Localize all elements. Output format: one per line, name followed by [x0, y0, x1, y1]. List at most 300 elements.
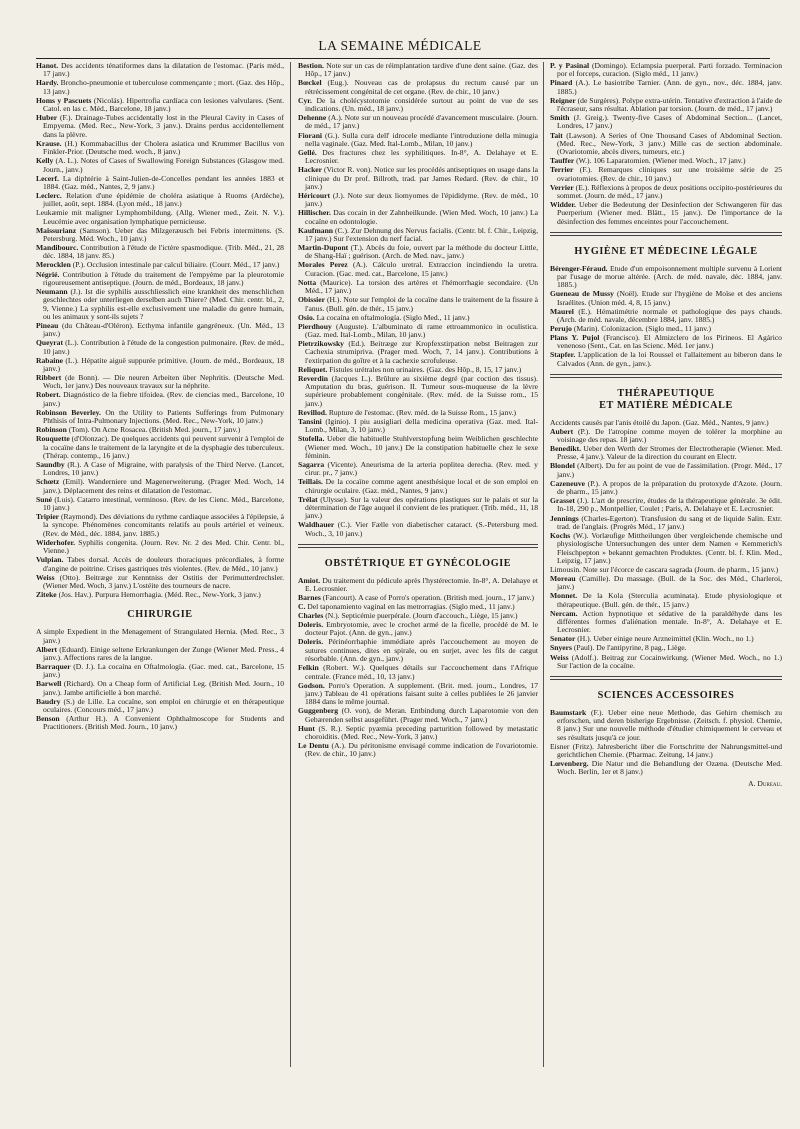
- author-name: Maurel: [550, 306, 574, 316]
- section-title: OBSTÉTRIQUE ET GYNÉCOLOGIE: [324, 557, 512, 569]
- reference-text: Fistules urétrales non urinaires. (Gaz. des Hôp., 8, 15, 17 janv.): [329, 364, 522, 374]
- reference-text: Des fractures chez les syphilitiques. In-8°, A. Delahaye et E. Lecrosnier.: [305, 147, 538, 166]
- reference-text: (Raymond). Des déviations du rythme cardiaque associées à l'épilepsie, à la syncope. Phénomènes concomitants relatifs au pouls artériel et veineux. (Rev. de Méd., déc. 1884, janv. 1885.): [43, 512, 284, 538]
- reference-text: (de Bonn). — Die neuren Arbeiten über Nephritis. (Deutsche Med. Woch, 1er janv.) Des nouveaux travaux sur la néphrite.: [43, 373, 284, 391]
- author-name: Sagarra: [298, 459, 325, 469]
- reference-text: (J. Greig.). Twenty-five Cases of Abdominal Section... (Lancet, Londres, 17 janv.): [557, 113, 782, 131]
- author-name: Maissurianz: [36, 225, 77, 235]
- reference-text: (Samson). Ueber das Milzgeræusch bei Febris intermittens. (S. Petersburg. Méd. Woch., 10 janv.): [43, 225, 284, 244]
- reference-text: Périnéorrhaphie immédiate après l'accouchement au moyen de sutures continues, dites en spirale, ou en surjet, avec les fils de catgut résorbable. (Ann. de gyn., janv.): [305, 637, 538, 664]
- author-name: Jennings: [550, 513, 579, 523]
- author-name: Mandibourc.: [36, 243, 79, 253]
- author-name: Dehenne: [298, 113, 327, 123]
- reference-text: (S. R.). Septic pyæmia preceding parturition followed by metastatic choroiditis. (Med. Rec., New-York, 3 janv.): [305, 723, 538, 741]
- author-name: Ribbert: [36, 373, 62, 383]
- reference-entry: [550, 654, 782, 671]
- reference-text: (Camille). Du massage. (Bull. de la Soc. des Méd., Charleroi, janv.): [557, 573, 782, 592]
- reference-entry: [550, 132, 782, 157]
- reference-text: (de Surgères). Polype extra-utérin. Tentative d'extraction à l'aide de l'écraseur, sans résultat. Ablation par torsion. (Journ. de méd., 17 janv.): [557, 95, 782, 114]
- reference-entry: [36, 461, 284, 478]
- section-rule: [550, 679, 782, 680]
- author-name: Schœtz: [36, 477, 60, 487]
- author-name: Charles: [298, 611, 324, 621]
- column-divider: [290, 62, 291, 1067]
- reference-entry: [36, 209, 284, 226]
- author-name: Lœvenberg.: [550, 759, 589, 769]
- author-name: Perujo: [550, 324, 572, 333]
- reference-entry: [36, 140, 284, 157]
- reference-text: (Luis). Catarro intestinal, verminoso. (Rev. de les Cienc. Méd., Barcelone, 10 janv.): [43, 494, 284, 513]
- author-name: Pierdhouy: [298, 321, 332, 331]
- reference-entry: [550, 575, 782, 592]
- author-name: Osio.: [298, 312, 315, 322]
- reference-entry: [550, 532, 782, 565]
- author-name: Obissier: [298, 295, 326, 305]
- reference-entry: [36, 715, 284, 732]
- reference-text: (A. L.). Notes of Cases of Swallowing Foreign Substances (Glasgow med. Journ., janv.): [43, 156, 284, 174]
- reference-entry: [298, 638, 538, 663]
- author-name: Pietrzikowsky: [298, 339, 344, 348]
- reference-text: La diphtérie à Saint-Julien-de-Concelles pendant les années 1883 et 1884. (Gaz. méd., Nantes, 2, 9 janv.): [43, 173, 284, 191]
- reference-text: Eisner (Fritz). Jahresbericht über die Fortschritte der Nahrungsmittel-und gerichtlichen Chemie. (Pharmac. Zeitung, 14 janv.): [550, 741, 782, 760]
- reference-text: (W.). 106 Laparatomien. (Wiener med. Woch., 17 janv.): [576, 156, 746, 166]
- author-name: Nercam.: [550, 608, 578, 618]
- author-name: Rouquette: [36, 434, 70, 444]
- reference-entry: [36, 288, 284, 321]
- reference-entry: [298, 244, 538, 261]
- reference-text: Ueber die habituelle Stuhlverstopfung beim Weiblichen geschlechte (Wiener med. Woch., 10 janv.) De la constipation habituelle chez le sexe féminin.: [305, 434, 538, 460]
- reference-text: (Robert. W.). Quelques détails sur l'accouchement dans l'Afrique centrale. (France méd., 10, 13 janv.): [305, 663, 538, 681]
- reference-entry: [36, 698, 284, 715]
- reference-text: (Lawson). A Series of One Thousand Cases of Abdominal Section. (Med. Rec., New-York, 3 janv.) Mille cas de section abdominale. (Ovariotomie, abcès divers, tumeurs, etc.): [557, 130, 782, 157]
- reference-text: (O. von), de Meran. Entbindung durch Laparotomie von den Gebærenden selbst ausgeführt. (Prager med. Woch., 7 janv.): [305, 706, 538, 724]
- reference-text: (Fancourt). A case of Porro's operation. (British med. journ., 17 janv.): [322, 592, 535, 602]
- author-name: Doleris.: [298, 620, 324, 630]
- reference-entry: [36, 496, 284, 513]
- reference-entry: [298, 279, 538, 296]
- reference-entry: [298, 664, 538, 681]
- reference-text: On the Utility to Patients Sufferings from Pulmonary Phthisis of Intra-Pulmonary Injections. (Med. Rec., New-York, 10 janv.): [43, 407, 284, 426]
- reference-text: (Eug.). Nouveau cas de prolapsus du rectum causé par un rétrécissement congénital de cet organe. (Rev. de chir., 10 janv.): [305, 78, 538, 96]
- reference-text: (H.). Note sur l'emploi de la cocaïne dans le traitement de la fissure à l'anus. (Bull. gén. de thér., 15 janv.): [305, 295, 538, 313]
- author-name: Widerhofer.: [36, 537, 76, 547]
- author-name: Aubert: [550, 426, 574, 436]
- reference-entry: [36, 244, 284, 261]
- reference-entry: [550, 428, 782, 445]
- reference-entry: [550, 290, 782, 307]
- reference-text: (Vicente). Aneurisma de la arteria poplitea derecha. (Rev. med. y cirur. pr., 7 janv.): [305, 459, 538, 478]
- reference-text: (T.). Abcès du foie, ouvert par la méthode du docteur Little, de Shang-Haï ; guérison. (Arch. de Med. nav., janv.): [305, 243, 538, 261]
- author-name: Gueneau de Mussy: [550, 289, 614, 299]
- reference-text: (Jos. Hav.). Purpura Hemorrhagia. (Méd. Rec., New-York, 3 janv.): [58, 589, 261, 599]
- author-name: Verrier: [550, 182, 574, 192]
- reference-entry: [550, 743, 782, 760]
- reference-entry: [550, 62, 782, 79]
- reference-text: (N.). Septicémie puerpérale. (Journ d'accouch., Liège, 15 janv.): [325, 611, 518, 621]
- reference-entry: [550, 351, 782, 368]
- reference-entry: [298, 478, 538, 495]
- reference-text: (S.) de Lille. La cocaïne, son emploi en chirurgie et en thérapeutique oculaires. (Concours méd., 17 janv.): [43, 696, 284, 715]
- author-name: Ziteke: [36, 589, 57, 599]
- author-name: Héricourt: [298, 190, 331, 200]
- reference-text: Leukæmie mit maligner Lymphombildung. (Allg. Wiener med., Zeit. N. V.). Leucémie avec organisation lymphatique pernicieuse.: [36, 208, 284, 226]
- reference-entry: [298, 261, 538, 278]
- section-rule: [550, 235, 782, 236]
- author-name: Baudry: [36, 696, 61, 706]
- reference-entry: [36, 513, 284, 538]
- reference-text: (F.). Remarques cliniques sur une troisième série de 25 ovariotomies. (Rev. de chir., 10 janv.): [557, 165, 782, 183]
- reference-text: (A.). Du péritonisme envisagé comme indication de l'ovariotomie. (Rev. de chir., 10 janv.): [305, 741, 538, 759]
- reference-text: Accidents causés par l'anis étoilé du Japon. (Gaz. Méd., Nantes, 9 janv.): [550, 417, 769, 427]
- reference-entry: [36, 478, 284, 495]
- author-name: Robinson: [36, 425, 67, 435]
- author-name: Tauffer: [550, 156, 575, 166]
- reference-entry: [36, 680, 284, 697]
- reference-text: Diagnóstico de la fiebre tifoidea. (Rev. de ciencias med., Barcelone, 10 janv.): [43, 390, 284, 408]
- reference-entry: [550, 515, 782, 532]
- reference-entry: [298, 323, 538, 340]
- reference-text: (A.). Le basiotribe Tarnier. (Ann. de gyn., nov., déc. 1884, janv. 1885.): [557, 78, 782, 96]
- author-name: Robert.: [36, 390, 61, 400]
- author-name: Neumann: [36, 286, 68, 296]
- reference-entry: [550, 334, 782, 351]
- author-name: Smith: [550, 113, 570, 123]
- author-name: Le Dentu: [298, 741, 329, 750]
- column-2: [298, 62, 538, 1067]
- reference-entry: [298, 435, 538, 460]
- author-name: Pinard: [550, 78, 573, 88]
- author-name: Fiorani: [298, 130, 323, 140]
- reference-entry: [298, 192, 538, 209]
- reference-entry: [550, 79, 782, 96]
- author-name: Weiss: [36, 572, 55, 582]
- reference-text: (Emil). Wanderniere und Magenerweiterung. (Prager Med. Woch, 14 janv.). Déplacement des reins et dilatation de l'estomac.: [43, 477, 284, 495]
- reference-text: Ueber den Werth der Stromes der Electrotherapie (Wiener. Med. Presse, 4 janv.). Valeur de la direction du courant en Electr.: [557, 444, 782, 462]
- reference-text: Broncho-pneumonie et tuberculose commençante ; mort. (Gaz. des Hôp., 13 janv.): [43, 78, 284, 96]
- reference-entry: [36, 539, 284, 556]
- author-name: Stapfer.: [550, 350, 576, 360]
- author-name: Waldhauer: [298, 520, 335, 530]
- reference-entry: [298, 149, 538, 166]
- reference-entry: [36, 556, 284, 573]
- author-name: Leclerc.: [36, 190, 62, 200]
- author-name: Cyr.: [298, 95, 312, 105]
- reference-text: Note sur un cas de réimplantation tardive d'une dent saine. (Gaz. des Hôp., 17 janv.): [305, 62, 538, 79]
- reference-entry: [298, 418, 538, 435]
- reference-text: (Tom). On Acne Rosacea. (British Med. journ., 17 janv.): [68, 425, 241, 435]
- reference-entry: [36, 175, 284, 192]
- reference-entry: [298, 707, 538, 724]
- section-title: CHIRURGIE: [127, 609, 193, 621]
- section-title: HYGIÈNE ET MÉDECINE LÉGALE: [574, 245, 758, 257]
- reference-text: (Richard). On a Cheap form of Artificial Leg. (British Med. Journ., 10 janv.). Jambe artificielle à bon marché.: [43, 679, 284, 697]
- reference-text: (Domingo). Eclampsia puerperal. Parti forzado. Terminacion por el forceps, curacion. (Siglo méd., 11 janv.): [557, 62, 782, 79]
- author-name: Hillischer.: [298, 208, 331, 218]
- section-rule: [550, 377, 782, 378]
- reference-text: (Eduard). Einige seltene Erkrankungen der Zunge (Wiener Med. Press., 4 janv.). Affections rares de la langue.: [43, 644, 284, 662]
- author-name: Felkin: [298, 663, 319, 673]
- reference-text: De la cocaïne comme agent anesthésique local et de son emploi en chirurgie oculaire. (Gaz. méd., Nantes, 9 janv.): [305, 477, 538, 495]
- reference-text: (W.). Vorlæufige Mittheilungen über vergleichende chemische und physiologische Untersuchungen des unter dem Namen « Kemmerich's Fleischpepton » bekannt gemachten Produktes. (Centr. bl. f. Klin. Med., Leipzig, 17 janv.): [557, 530, 782, 565]
- reference-text: (C.). Zur Dehnung des Nervus facialis. (Centr. bl. f. Chir., Leipzig, 17 janv.) Sur l'extension du nerf facial.: [305, 225, 538, 244]
- reference-entry: [550, 760, 782, 777]
- reference-entry: [298, 79, 538, 96]
- reference-entry: [36, 409, 284, 426]
- reference-entry: [36, 646, 284, 663]
- author-name: Doleris.: [298, 637, 324, 647]
- reference-text: (Otto). Beitræge zur Kenntniss der Ostitis der Perimutterdrechsler. (Wiener Med. Woch, 3 janv.) L'ostéite des tourneurs de nacre.: [43, 572, 284, 590]
- author-name: Snyers: [550, 643, 572, 653]
- author-name: Widder.: [550, 200, 576, 209]
- section-title: SCIENCES ACCESSOIRES: [597, 689, 735, 701]
- reference-text: De la Kola (Sterculia acuminata). Etude physiologique et thérapeutique. (Bull. gén. de thér., 15 janv.): [557, 591, 782, 609]
- author-name: Reigner: [550, 95, 576, 105]
- reference-text: (E.). Hématimétrie normale et pathologique des pays chauds. (Arch. de méd. navale, décembre 1884, janv. 1885.): [557, 306, 782, 324]
- reference-entry: [550, 97, 782, 114]
- section-rule: [298, 547, 538, 548]
- reference-text: Contribution à l'étude de l'ictère spasmodique. (Trib. Méd., 21, 28 déc. 1884, 18 janv. 85.): [43, 243, 284, 261]
- reference-text: (Albert). Du fer au point de vue de l'assimilation. (Progr. Méd., 17 janv.): [557, 461, 782, 479]
- author-name: Hacker: [298, 165, 323, 175]
- reference-entry: [550, 445, 782, 462]
- author-name: Grasset: [550, 496, 575, 506]
- reference-text: (Nicolás). Hipertrofia cardíaca con lesiones valvulares. (Sent. Catol. en las c. Méd., Barcelone, 18 janv.): [43, 95, 284, 114]
- author-name: Kaufmann: [298, 225, 334, 235]
- reference-entry: [550, 497, 782, 514]
- reference-text: (F.). Ueber eine neue Methode, das Gehirn chemisch zu erforschen, und deren bisherige Ergebnisse. (Zeitsch. f. physiol. Chemie, 8 janv.) Sur une nouvelle méthode d'étudier chimiquement le cerveau et ses résultats jusqu'à ce jour.: [557, 707, 782, 742]
- author-name: Blondel: [550, 461, 575, 471]
- author-name: Hunt: [298, 723, 315, 733]
- reference-entry: [36, 271, 284, 288]
- reference-text: Action hypnotique et sédative de la paraldéhyde dans les différentes formes d'aliénation mentale. In-8°, A. Delahaye et E. Lecrosnier.: [557, 608, 782, 635]
- author-name: Morales Perez: [298, 260, 348, 270]
- reference-text: La cocaína en oftalmología. (Siglo Med., 11 janv.): [316, 312, 470, 322]
- author-name: Albert: [36, 644, 58, 654]
- reference-entry: [298, 227, 538, 244]
- section-rule: [550, 374, 782, 375]
- reference-text: (D. J.). La cocaína en Oftalmología. (Gac. med. cat., Barcelone, 15 janv.): [43, 662, 284, 680]
- reference-entry: [36, 97, 284, 114]
- reference-entry: [550, 610, 782, 635]
- reference-entry: [298, 132, 538, 149]
- reference-text: (A.). Cálculo uretral. Extraccion incindiendo la uretra. Curacion. (Gac. med. cat., Barcelone, 15 janv.): [305, 260, 538, 278]
- reference-entry: [36, 114, 284, 139]
- reference-entry: [298, 97, 538, 114]
- reference-entry: [298, 521, 538, 538]
- reference-text: Tabes dorsal. Accès de douleurs thoraciques précordiales, à forme d'angine de poitrine. Crises gastriques très violentes. (Rev. de Méd., 10 janv.): [43, 555, 284, 573]
- reference-entry: [298, 682, 538, 707]
- reference-text: Embryotomie, avec le crochet armé de la ficelle, procédé de M. le docteur Pajot. (Ann. de gyn., janv.): [305, 620, 538, 638]
- author-name: Stofella.: [298, 434, 325, 444]
- reference-entry: [298, 114, 538, 131]
- author-name: Hanot.: [36, 62, 59, 70]
- reference-entry: [298, 296, 538, 313]
- section-rule: [550, 232, 782, 233]
- author-name: Trélat: [298, 494, 318, 504]
- reference-entry: [550, 592, 782, 609]
- author-name: Benson: [36, 714, 60, 724]
- reference-entry: [298, 461, 538, 478]
- reference-entry: [36, 79, 284, 96]
- reference-entry: [298, 166, 538, 191]
- reference-text: (Iginio). I piu ausigliari della medicina operativa (Gaz. med. Ital-Lomb., Milan, 3, 10 janv.): [305, 416, 538, 435]
- reference-entry: [36, 339, 284, 356]
- reference-entry: [550, 462, 782, 479]
- author-name: Notta: [298, 277, 317, 287]
- author-name: Tripier: [36, 512, 60, 522]
- reference-entry: [36, 357, 284, 374]
- reference-text: (Maurice). La torsion des artères et l'hémorrhagie secondaire. (Un Méd., 17 janv.): [305, 277, 538, 296]
- reference-text: (Marin). Colonizacion. (Siglo med., 11 janv.): [573, 324, 711, 333]
- reference-text: (Francisco). El Almizclero de los Pirineos. El Agárico venenoso (Sent., Cat. en las Scienc. Méd. 1er janv.): [557, 333, 782, 351]
- reference-entry: [36, 574, 284, 591]
- reference-text: (P.). Occlusion intestinale par calcul biliaire. (Courr. Méd., 17 janv.): [72, 260, 280, 270]
- author-name: Reliquet.: [298, 364, 328, 374]
- reference-entry: [36, 374, 284, 391]
- author-name: C.: [298, 602, 306, 611]
- author-name: Benedikt.: [550, 444, 582, 453]
- reference-text: Das cocain in der Zahnheilkunde. (Wien Med. Woch, 10 janv.) La cocaïne en odontologie.: [305, 208, 538, 226]
- reference-text: (C.). Vier Fælle von diabetischer cataract. (S.-Petersburg med. Woch., 3, 10 janv.): [305, 520, 538, 538]
- reference-entry: [36, 227, 284, 244]
- reference-text: L'application de la loi Roussel et l'allaitement au biberon dans le Calvados (Ann. de gyn., janv.).: [557, 350, 782, 368]
- author-name: Tansini: [298, 416, 322, 426]
- author-name: Lecerf.: [36, 173, 59, 183]
- author-signature: A. Dureau.: [748, 778, 782, 788]
- author-name: Martin-Dupont: [298, 243, 349, 253]
- author-name: Gellé.: [298, 147, 317, 157]
- reference-text: (Auguste). L'albuminato di rame ettroammonico in oculistica. (Gaz. med. Ital-Lomb., Milan, 10 janv.): [305, 321, 538, 339]
- author-name: Homs y Pascuets: [36, 95, 92, 105]
- reference-text: A simple Expedient in the Menagement of Strangulated Hernia. (Med. Rec., 3 janv.): [36, 627, 284, 645]
- reference-entry: [550, 709, 782, 742]
- reference-text: De la cholécystotomie considérée surtout au point de vue de ses indications. (Un. méd., 18 janv.): [305, 95, 538, 114]
- author-name: Queyrat: [36, 338, 63, 348]
- reference-text: Du traitement du pédicule après l'hystérectomie. In-8°, A. Delahaye et E. Lecrosnier.: [305, 575, 538, 593]
- reference-text: (P.). A propos de la préparation du protoxyde d'Azote. (Journ. de pharm., 15 janv.): [557, 478, 782, 497]
- author-name: Senator: [550, 634, 576, 644]
- reference-entry: [550, 201, 782, 226]
- reference-text: (Noël). Etude sur l'hygiène de Moïse et des anciens Israélites. (Union méd. 4, 8, 15 janv.): [557, 289, 782, 307]
- reference-entry: [36, 391, 284, 408]
- author-name: Barraquer: [36, 662, 71, 671]
- reference-entry: [298, 742, 538, 759]
- reference-text: (H.). Ueber einige neure Arzneimittel (Klin. Woch., no 1.): [577, 634, 754, 644]
- reference-text: (Ed.). Beitræge zur Kropfexstirpation nebst Beitragen zur Cachexia strumipriva. (Prager med. Woch, 7, 14 janv.). Contributions à l'extirpation du goître et à la cachexie scrofuleuse.: [305, 339, 538, 365]
- author-name: Godson.: [298, 680, 325, 690]
- author-name: Rabaine: [36, 355, 64, 365]
- reference-text: (Charles-Egerton). Transfusion du sang et de liquide Salin. Extr. trad. de l'anglais. (Progrès Méd., 17 janv.): [557, 513, 782, 531]
- reference-text: (Jacques L.). Brûlure au sixième degré (par coction des tissus). Amputation du bras, guérison. II. Tumeur sous-muqueuse de la lèvre supérieure probablement congénitale. (Rev. méd. de la Suisse rom., 15 janv.): [305, 373, 538, 408]
- reference-entry: [298, 340, 538, 365]
- reference-entry: [550, 184, 782, 201]
- author-name: Barnes: [298, 592, 321, 602]
- reference-entry: [36, 157, 284, 174]
- reference-entry: [550, 166, 782, 183]
- reference-entry: [298, 621, 538, 638]
- column-divider: [543, 62, 544, 1067]
- reference-text: (Arthur H.). A Convenient Ophthalmoscope for Students and Practitioners. (British Med. Journ., 10 janv.): [43, 714, 284, 732]
- header-rule: [36, 58, 770, 59]
- reference-entry: [298, 209, 538, 226]
- reference-text: (du Château-d'Oléron). Ecthyma infantile gangréneux. (Un. Méd., 13 janv.): [43, 320, 284, 339]
- reference-text: (H.) Kommabacillus der Cholera asiatica und Krummer Bacillus von Finkler-Prior. (Deutsche med. woch., 8 janv.): [43, 138, 284, 157]
- author-name: Baumstark: [550, 707, 587, 717]
- reference-text: (G.). Sulla cura dell' idrocele mediante l'introduzione della minugia nella vaginale. (Gaz. Med. Ital-Lomb., Milan, 10 janv.): [305, 130, 538, 148]
- reference-text: Porro's Operation. A supplement. (Brit. med. journ., Londres, 17 janv.) Tableau de 41 opérations faisant suite à celles publiées le 26 janvier 1884 dans le même journal.: [305, 680, 538, 707]
- reference-entry: [298, 577, 538, 594]
- author-name: Cazeneuve: [550, 478, 586, 488]
- author-name: Weiss: [550, 652, 569, 662]
- reference-text: (Adolf.). Beitrag zur Cocainwirkung. (Wiener Med. Woch., no 1.) Sur l'action de la cocaïne.: [557, 652, 782, 670]
- section-rule: [298, 544, 538, 545]
- reference-text: Del taponamiento vaginal en las metrorragias. (Siglo med., 11 janv.): [307, 602, 515, 611]
- reference-entry: [298, 496, 538, 521]
- reference-text: Relation d'une épidémie de choléra asiatique à Ruoms (Ardèche), juillet, août, sept. 1884. (Lyon méd., 18 janv.): [43, 190, 284, 209]
- reference-text: (E.). Réflexions à propos de deux positions occipito-postérieures du sommet. (Journ. de méd., 17 janv.): [557, 182, 782, 200]
- reference-text: (J.). Note sur deux liomyomes de l'épididyme. (Rev. de méd., 10 janv.): [305, 190, 538, 209]
- author-name: Saundby: [36, 459, 65, 469]
- author-name: Tait: [550, 130, 563, 140]
- reference-text: (P.). De l'atropine comme moyen de tolérer la morphine au voisinage des repas. 18 janv.): [557, 426, 782, 444]
- reference-text: Rupture de l'estomac. (Rev. méd. de la Suisse Rom., 15 janv.): [328, 407, 517, 417]
- reference-text: Etude d'un empoisonnement multiple survenu à Lorient par l'usage de morue altérée. (Arch. de méd. navale, déc. 1884, janv. 1885.): [557, 263, 782, 290]
- reference-entry: [36, 591, 284, 599]
- reference-text: (A.). Note sur un nouveau procédé d'avancement musculaire. (Journ. de méd., 17 janv.): [305, 113, 538, 131]
- author-name: Amiot.: [298, 575, 321, 585]
- reference-entry: [36, 62, 284, 79]
- author-name: Merocklen: [36, 260, 71, 270]
- reference-entry: [36, 192, 284, 209]
- author-name: Vulpian.: [36, 555, 64, 565]
- reference-entry: [36, 628, 284, 645]
- author-name: P. y Pasinal: [550, 62, 590, 70]
- author-name: Hardy.: [36, 78, 59, 88]
- reference-text: (Paul). De l'antipyrine, 8 pag., Liège.: [573, 643, 687, 653]
- reference-text: (Ulysse). Sur la valeur des opérations plastiques sur le palais et sur la détermination de l'âge auquel il convient de les pratiquer. (Trib. méd., 11, 18 janv.): [305, 494, 538, 521]
- reference-text: Syphilis congenita. (Journ. Rev. Nr. 2 des Med. Chir. Centr. bl., Vienne.): [43, 537, 284, 556]
- column-1: [36, 62, 284, 1067]
- reference-text: (Victor R. von). Notice sur les procédés antiseptiques en usage dans la clinique du Dr prof. Billroth, trad. par James Redard. (Rev. de chir., 10 janv.): [305, 165, 538, 191]
- reference-entry: [36, 663, 284, 680]
- reference-text: Die Natur und die Behandlung der Ozæna. (Deutsche Med. Woch. Berlin, 1er et 8 janv.): [557, 759, 782, 777]
- reference-entry: [550, 308, 782, 325]
- reference-entry: [36, 435, 284, 460]
- author-name: Monnet.: [550, 591, 578, 601]
- author-name: Barwell: [36, 679, 62, 689]
- author-name: Bœckel: [298, 78, 322, 88]
- reference-text: (R.). A Case of Migraine, with paralysis of the Third Nerve. (Lancet, Londres, 10 janv.): [43, 459, 284, 478]
- author-name: Guggenberg: [298, 706, 339, 716]
- reference-text: (J.). L'art de prescrire, études de la thérapeutique générale. 3e édit. In-18, 290 p., Montpellier, Coulet ; Paris, A. Delahaye et E. Lecrosnier.: [557, 496, 782, 514]
- author-name: Plans Y. Pujol: [550, 333, 600, 343]
- reference-text: (L.). Hépatite aiguë suppurée primitive. (Journ. de méd., Bordeaux, 18 janv.): [43, 355, 284, 374]
- reference-entry: [36, 322, 284, 339]
- reference-entry: [298, 62, 538, 79]
- author-name: Revillod.: [298, 407, 327, 417]
- reference-text: Ueber die Bedeutung der Desinfection der Schwangeren für das Puerperium (Wiener med. Blätt., 15 janv.). De l'importance de la désinfection des femmes enceintes pour l'accouchement.: [557, 200, 782, 226]
- reference-entry: [550, 480, 782, 497]
- reference-text: (d'Olonzac). De quelques accidents qui peuvent survenir à l'emploi de la cocaïne dans le traitement de la laryngite et de la dysphagie des tuberculeux. (Thérap. contemp., 16 janv.): [43, 434, 284, 460]
- author-name: Krause.: [36, 138, 62, 148]
- reference-text: Des accidents ténatiformes dans la dilatation de l'estomac. (Paris méd., 17 janv.): [43, 62, 284, 79]
- page-header-title: LA SEMAINE MÉDICALE: [318, 38, 482, 53]
- reference-entry: [298, 725, 538, 742]
- author-name: Négrié.: [36, 269, 60, 279]
- author-name: Pineau: [36, 320, 59, 330]
- reference-entry: [550, 265, 782, 290]
- reference-text: Limousin. Note sur l'écorce de cascara sagrada (Journ. de pharm., 15 janv.): [550, 564, 779, 574]
